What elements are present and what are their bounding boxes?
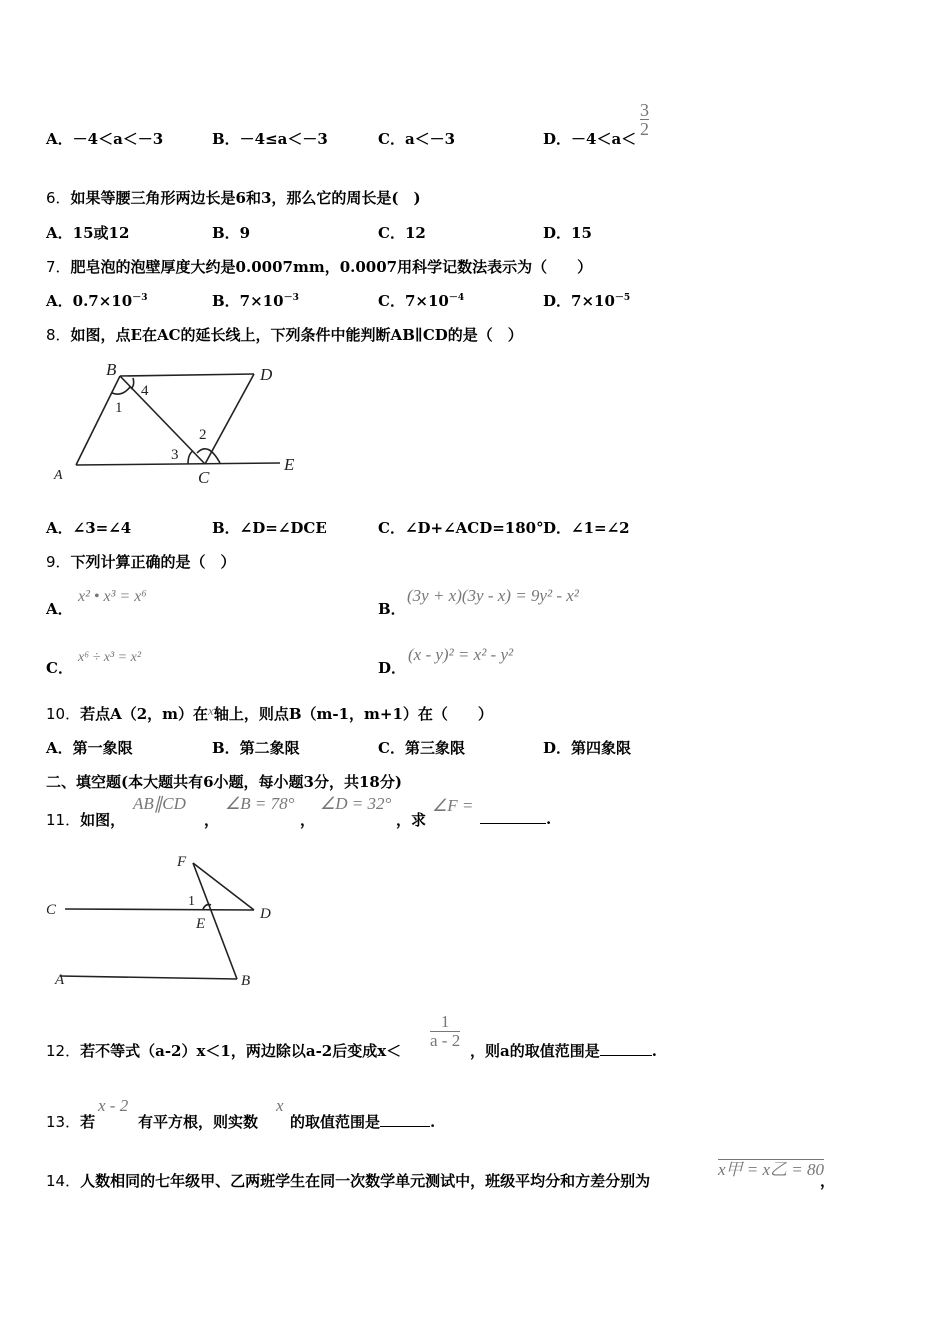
q9-text: 下列计算正确的是（ ）	[70, 553, 236, 571]
q8-label-1: 1	[115, 400, 123, 416]
q7-c-exp: －4	[448, 293, 465, 303]
q11-formula-angle-b: ∠B = 78°	[225, 794, 295, 813]
q7-c-base: C．7×10	[378, 292, 449, 310]
q11-figure	[40, 848, 290, 998]
q8-label-e: E	[284, 455, 295, 474]
q9-option-a-expr: x² • x³ = x⁶	[78, 588, 147, 605]
q10-text-2: 轴上，则点B（m-1，m+1）在（ ）	[213, 705, 493, 723]
q11-answer-blank[interactable]	[480, 809, 546, 824]
q8-number: 8．	[46, 326, 71, 344]
q11-label-f: F	[177, 854, 187, 870]
q6-stem	[46, 187, 421, 208]
q12-text-2: ，则a的取值范围是	[470, 1042, 600, 1060]
q8-angle-4-arc	[131, 378, 134, 389]
q12-number: 12．	[46, 1042, 81, 1060]
q8-line-ab	[76, 376, 120, 465]
q13-text-3: 的取值范围是	[290, 1113, 381, 1131]
q12-answer-blank[interactable]	[600, 1041, 652, 1056]
q7-option-c	[378, 290, 464, 311]
q6-option-b: B．9	[212, 224, 251, 242]
q8-line-cd	[205, 374, 254, 464]
q9-option-b-label: B．	[378, 600, 406, 618]
q8-label-d: D	[260, 365, 273, 384]
q7-b-exp: －3	[283, 293, 299, 303]
q6-option-d: D．15	[543, 224, 592, 242]
q7-option-a	[46, 290, 147, 311]
q10-stem	[46, 703, 493, 724]
q11-number: 11．	[46, 811, 81, 829]
q11-label-a: A	[55, 972, 65, 988]
q8-stem	[46, 324, 523, 345]
q12-end: .	[651, 1042, 657, 1060]
q10-option-d: D．第四象限	[543, 739, 632, 757]
q7-option-b	[212, 290, 299, 311]
q14-text: 人数相同的七年级甲、乙两班学生在同一次数学单元测试中，班级平均分和方差分别为	[80, 1172, 651, 1190]
q5-d-denominator: 2	[640, 119, 649, 139]
section-2-title: 二、填空题(本大题共有6小题，每小题3分，共18分)	[46, 773, 402, 791]
q8-label-a: A	[54, 468, 63, 483]
q5-option-b: B．－4≤a＜－3	[212, 130, 328, 148]
q7-text: 肥皂泡的泡壁厚度大约是0.0007mm，0.0007用科学记数法表示为（ ）	[70, 258, 593, 276]
q12-stem-end	[470, 1040, 657, 1061]
q8-label-3: 3	[171, 447, 179, 463]
q11-formula-parallel: AB∥CD	[133, 794, 186, 813]
q8-option-c: C．∠D+∠ACD=180°	[378, 519, 544, 537]
q8-option-d: D．∠1=∠2	[543, 519, 630, 537]
q8-label-4: 4	[141, 383, 149, 399]
q6-option-a: A．15或12	[46, 224, 130, 242]
q8-text: 如图，点E在AC的延长线上，下列条件中能判断AB∥CD的是（ ）	[70, 326, 523, 344]
q13-formula-x-minus-2: x - 2	[98, 1096, 129, 1115]
q8-line-ae	[76, 463, 280, 465]
q8-figure	[40, 355, 320, 490]
q13-stem-start	[46, 1111, 95, 1132]
q7-a-exp: －3	[132, 293, 148, 303]
q10-axis: x	[208, 703, 214, 718]
q7-stem	[46, 256, 592, 277]
q13-answer-blank[interactable]	[380, 1112, 430, 1127]
q8-angle-2-arc	[197, 449, 220, 463]
q12-numerator: 1	[440, 1012, 450, 1031]
q13-text-2: 有平方根，则实数	[138, 1113, 259, 1131]
q9-option-d-label: D．	[378, 659, 407, 677]
q9-stem	[46, 551, 236, 572]
q5-option-c: C．a＜－3	[378, 130, 456, 148]
q13-number: 13．	[46, 1113, 81, 1131]
q12-text-1: 若不等式（a-2）x＜1，两边除以a-2后变成x＜	[80, 1042, 402, 1060]
q14-formula-means: x甲 = x乙 = 80	[718, 1160, 825, 1179]
q5-option-d	[543, 128, 636, 149]
q8-option-a: A．∠3=∠4	[46, 519, 132, 537]
q13-stem-end	[290, 1111, 435, 1132]
q12-fraction	[428, 1013, 462, 1050]
q8-label-b: B	[106, 360, 117, 379]
q8-line-bd	[120, 374, 254, 376]
q11-stem-start	[46, 809, 125, 830]
q6-option-c: C．12	[378, 224, 426, 242]
q5-option-a: A．－4＜a＜－3	[46, 130, 164, 148]
q10-option-b: B．第二象限	[212, 739, 300, 757]
q13-formula-x: x	[276, 1096, 284, 1115]
q5-option-d-prefix: D．－4＜a＜	[543, 130, 637, 148]
q11-formula-angle-f: ∠F =	[432, 796, 474, 815]
q11-label-e: E	[196, 916, 206, 932]
q11-line-ab	[60, 976, 237, 979]
q11-line-cd	[65, 909, 254, 910]
q9-number: 9．	[46, 553, 71, 571]
q11-text-2: ，求	[396, 811, 427, 829]
q11-label-d: D	[260, 906, 271, 922]
q7-d-base: D．7×10	[543, 292, 615, 310]
q9-option-b-expr: (3y + x)(3y - x) = 9y² - x²	[407, 586, 579, 605]
q11-formula-angle-d: ∠D = 32°	[320, 794, 392, 813]
q7-a-base: A．0.7×10	[46, 292, 133, 310]
q12-stem	[46, 1040, 401, 1061]
q11-label-c: C	[46, 902, 57, 918]
q11-answer	[480, 809, 551, 828]
q10-option-a: A．第一象限	[46, 739, 133, 757]
q9-option-a-label: A．	[46, 600, 73, 618]
q10-number: 10．	[46, 705, 81, 723]
q8-label-2: 2	[199, 427, 207, 443]
q5-d-numerator: 3	[640, 100, 649, 120]
q11-text-1: 如图，	[80, 811, 126, 829]
q14-end: ，	[820, 1172, 836, 1190]
q5-option-d-fraction	[640, 101, 649, 138]
q10-text-1: 若点A（2，m）在	[80, 705, 209, 723]
q14-number: 14．	[46, 1172, 81, 1190]
q9-option-c-label: C．	[46, 659, 73, 677]
q9-option-d-expr: (x - y)² = x² - y²	[408, 645, 514, 664]
q11-label-1: 1	[188, 894, 195, 909]
q11-label-b: B	[241, 973, 251, 989]
q9-option-c-expr: x⁶ ÷ x³ = x²	[78, 650, 142, 665]
q6-text: 如果等腰三角形两边长是6和3，那么它的周长是( )	[70, 189, 421, 207]
q10-option-c: C．第三象限	[378, 739, 465, 757]
q7-option-d	[543, 290, 630, 311]
q6-number: 6．	[46, 189, 71, 207]
q11-sep-2: ，	[300, 811, 316, 829]
q13-end: .	[430, 1113, 436, 1131]
q12-denominator: a - 2	[430, 1031, 461, 1050]
q13-text-1: 若	[80, 1113, 96, 1131]
q7-d-exp: －5	[614, 293, 631, 303]
q7-b-base: B．7×10	[212, 292, 284, 310]
q8-option-b: B．∠D=∠DCE	[212, 519, 327, 537]
q14-stem	[46, 1170, 650, 1191]
q7-number: 7．	[46, 258, 71, 276]
q11-end: .	[546, 810, 552, 828]
q11-sep-1: ，	[204, 811, 220, 829]
q8-label-c: C	[198, 468, 210, 487]
q8-angle-3-arc	[188, 451, 193, 464]
